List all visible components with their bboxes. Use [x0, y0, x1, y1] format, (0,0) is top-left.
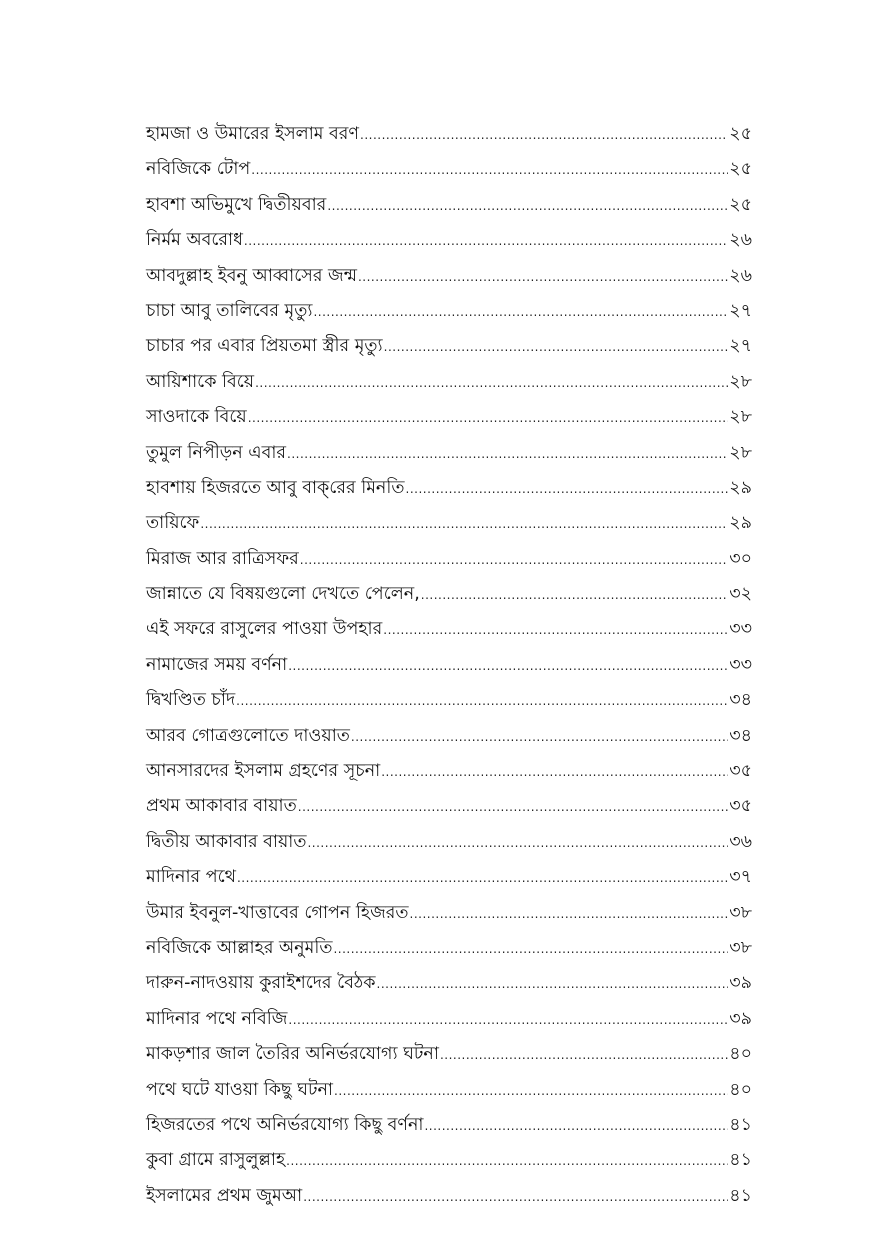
toc-entry: [146, 683, 752, 718]
toc-leader-dots: [360, 118, 728, 153]
toc-entry-page: ৩৩: [729, 619, 752, 640]
toc-entry: [146, 506, 752, 541]
toc-entry-page: ২৫: [729, 194, 752, 215]
toc-entry-title: হাবশায় হিজরতে আবু বাক্‌রের মিনতি: [146, 477, 405, 498]
toc-entry-title: নির্মম অবরোধ: [146, 230, 243, 251]
toc-entry: [146, 1143, 752, 1178]
toc-entry: [146, 966, 752, 1001]
toc-leader-dots: [248, 401, 729, 436]
toc-entry-page: ৪১: [729, 1185, 752, 1206]
toc-entry-page: ৩৩: [729, 654, 752, 675]
toc-entry-page: ৪০: [729, 1044, 752, 1065]
toc-entry-title: আয়িশাকে বিয়ে: [146, 371, 255, 392]
toc-entry-title: মাকড়শার জাল তৈরির অনির্ভরযোগ্য ঘটনা: [146, 1044, 439, 1065]
toc-leader-dots: [237, 861, 728, 896]
toc-leader-dots: [421, 578, 728, 613]
toc-entry: [146, 896, 752, 931]
toc-entry-page: ২৯: [729, 513, 752, 534]
toc-entry: [146, 259, 752, 294]
toc-entry-page: ৩২: [729, 584, 752, 605]
toc-entry-page: ২৮: [729, 442, 752, 463]
toc-entry-page: ২৯: [729, 477, 752, 498]
toc-entry-title: হামজা ও উমারের ইসলাম বরণ: [146, 124, 359, 144]
toc-entry-page: ৪১: [729, 1114, 752, 1135]
toc-entry-title: পথে ঘটে যাওয়া কিছু ঘটনা: [146, 1079, 334, 1100]
toc-entry-title: সাওদাকে বিয়ে: [146, 407, 247, 428]
toc-entry: [146, 1037, 752, 1072]
toc-entry: [146, 1073, 752, 1108]
toc-leader-dots: [406, 472, 729, 507]
toc-leader-dots: [313, 295, 728, 330]
toc-entry-page: ৩৯: [729, 1008, 752, 1029]
toc-entry-page: ৩৮: [729, 902, 752, 923]
toc-entry-page: ২৮: [729, 371, 752, 392]
toc-entry: [146, 400, 752, 435]
toc-leader-dots: [384, 330, 729, 365]
toc-entry-title: তুমুল নিপীড়ন এবার: [146, 442, 287, 463]
toc-entry: [146, 612, 752, 647]
toc-entry-title: নবিজিকে টোপ: [146, 159, 251, 180]
toc-entry-title: দারুন-নাদওয়ায় কুরাইশদের বৈঠক: [146, 973, 376, 994]
table-of-contents: [146, 117, 752, 1214]
toc-entry: [146, 931, 752, 966]
toc-entry-page: ২৫: [729, 124, 752, 144]
toc-entry: [146, 152, 752, 187]
toc-entry: [146, 436, 752, 471]
toc-entry: [146, 719, 752, 754]
toc-entry-title: মাদিনার পথে নবিজি: [146, 1008, 288, 1029]
toc-leader-dots: [351, 720, 728, 755]
toc-entry-title: চাচার পর এবার প্রিয়তমা স্ত্রীর মৃত্যু: [146, 336, 383, 357]
toc-leader-dots: [383, 613, 728, 648]
toc-entry: [146, 542, 752, 577]
toc-entry-title: আবদুল্লাহ ইবনু আব্বাসের জন্ম: [146, 265, 357, 286]
toc-entry: [146, 648, 752, 683]
toc-leader-dots: [298, 790, 729, 825]
toc-entry-page: ২৮: [729, 407, 752, 428]
toc-leader-dots: [381, 755, 728, 790]
toc-entry: [146, 117, 752, 152]
toc-leader-dots: [288, 1003, 728, 1038]
toc-leader-dots: [251, 153, 728, 188]
toc-leader-dots: [200, 507, 728, 542]
toc-entry: [146, 188, 752, 223]
toc-entry-title: চাচা আবু তালিবের মৃত্যু: [146, 300, 313, 321]
toc-entry: [146, 1108, 752, 1143]
toc-entry: [146, 294, 752, 329]
toc-leader-dots: [377, 967, 729, 1002]
toc-entry-page: ৩৯: [729, 973, 752, 994]
toc-leader-dots: [287, 437, 728, 472]
toc-entry: [146, 223, 752, 258]
toc-entry-page: ২৬: [729, 230, 752, 251]
toc-leader-dots: [410, 897, 729, 932]
toc-entry: [146, 1002, 752, 1037]
toc-entry-page: ২৬: [729, 265, 752, 286]
toc-entry-title: দ্বিখণ্ডিত চাঁদ: [146, 690, 236, 711]
toc-entry-title: প্রথম আকাবার বায়াত: [146, 796, 297, 817]
toc-entry-title: নামাজের সময় বর্ণনা: [146, 654, 288, 675]
toc-entry-page: ৩৫: [729, 796, 752, 817]
toc-entry-page: ২৫: [729, 159, 752, 180]
toc-entry-title: কুবা গ্রামে রাসুলুল্লাহ: [146, 1150, 286, 1171]
toc-leader-dots: [286, 1144, 728, 1179]
toc-entry-page: ৩৪: [729, 690, 752, 711]
toc-entry-title: আরব গোত্রগুলোতে দাওয়াত: [146, 725, 350, 746]
toc-entry-title: উমার ইবনুল-খাত্তাবের গোপন হিজরত: [146, 902, 409, 923]
toc-entry: [146, 329, 752, 364]
toc-leader-dots: [255, 366, 728, 401]
toc-entry: [146, 365, 752, 400]
toc-entry-page: ৪০: [729, 1079, 752, 1100]
toc-entry-page: ৩৫: [729, 761, 752, 782]
toc-entry: [146, 860, 752, 895]
toc-entry-page: ২৭: [729, 336, 752, 357]
toc-entry-title: হিজরতের পথে অনির্ভরযোগ্য কিছু বর্ণনা: [146, 1114, 424, 1135]
toc-leader-dots: [244, 224, 728, 259]
toc-leader-dots: [300, 543, 728, 578]
toc-entry-page: ৩০: [729, 548, 752, 569]
toc-leader-dots: [333, 932, 728, 967]
toc-leader-dots: [334, 1074, 728, 1109]
toc-entry-title: তায়িফে: [146, 513, 200, 534]
toc-entry-page: ৩৬: [729, 831, 752, 852]
toc-entry-title: জান্নাতে যে বিষয়গুলো দেখতে পেলেন,: [146, 584, 420, 605]
toc-entry-title: আনসারদের ইসলাম গ্রহণের সূচনা: [146, 761, 381, 782]
toc-entry-title: নবিজিকে আল্লাহর অনুমতি: [146, 937, 333, 958]
toc-entry-page: ৩৭: [729, 867, 752, 888]
toc-entry-title: ইসলামের প্রথম জুমআ: [146, 1185, 303, 1206]
toc-entry: [146, 471, 752, 506]
toc-leader-dots: [327, 189, 728, 224]
toc-entry-page: ৪১: [729, 1150, 752, 1171]
toc-leader-dots: [303, 1180, 728, 1215]
toc-entry: [146, 754, 752, 789]
toc-entry-title: এই সফরে রাসুলের পাওয়া উপহার: [146, 619, 383, 640]
toc-leader-dots: [358, 260, 728, 295]
toc-leader-dots: [288, 649, 728, 684]
toc-entry-page: ৩৪: [729, 725, 752, 746]
toc-entry-title: মিরাজ আর রাত্রিসফর: [146, 548, 299, 569]
toc-leader-dots: [236, 684, 728, 719]
toc-entry-title: মাদিনার পথে: [146, 867, 236, 888]
toc-leader-dots: [424, 1109, 728, 1144]
toc-entry-page: ৩৮: [729, 937, 752, 958]
toc-leader-dots: [440, 1038, 728, 1073]
toc-entry-title: হাবশা অভিমুখে দ্বিতীয়বার: [146, 194, 327, 215]
toc-entry: [146, 825, 752, 860]
toc-entry: [146, 1179, 752, 1214]
toc-entry-title: দ্বিতীয় আকাবার বায়াত: [146, 831, 307, 852]
toc-leader-dots: [307, 826, 728, 861]
toc-entry: [146, 577, 752, 612]
toc-entry-page: ২৭: [729, 300, 752, 321]
toc-entry: [146, 789, 752, 824]
